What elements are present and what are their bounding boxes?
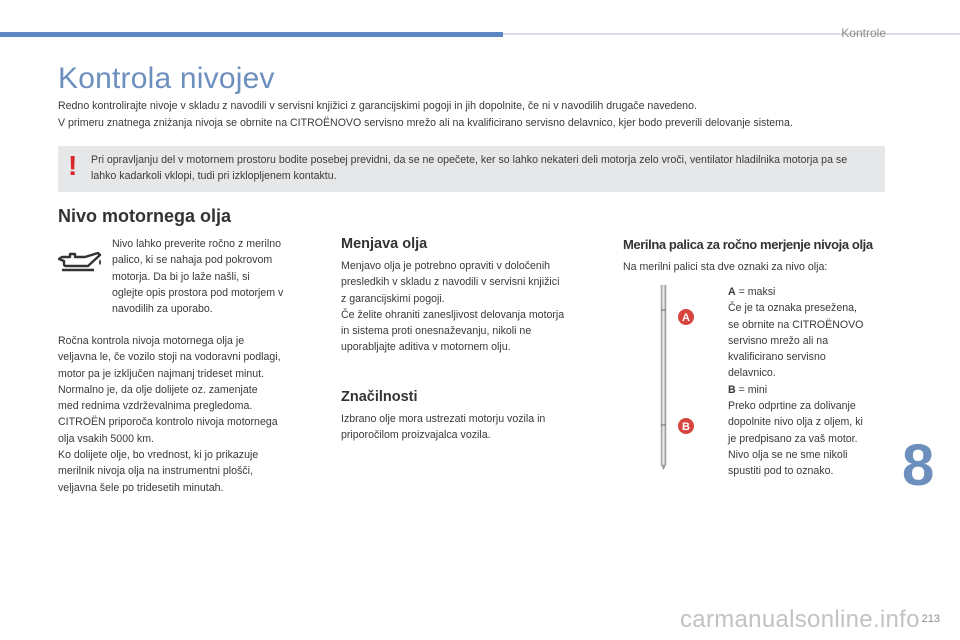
text-line: spustiti pod to oznako. xyxy=(728,465,834,478)
heading-characteristics: Značilnosti xyxy=(341,389,418,405)
chapter-number: 8 xyxy=(902,433,935,498)
text-line: se obrnite na CITROËNOVO xyxy=(728,318,864,331)
text-line: Izbrano olje mora ustrezati motorju vozila in xyxy=(341,413,546,425)
text-span: = mini xyxy=(735,383,768,396)
text-line: motor pa je izključen najmanj trideset minut. xyxy=(58,367,265,380)
text-line: priporočilom proizvajalca vozila. xyxy=(341,429,491,442)
marker-a-letter: A xyxy=(728,286,736,298)
text-line: motorja. Da bi jo laže našli, si xyxy=(112,270,250,283)
text-span: = maksi xyxy=(735,286,776,298)
text-line: z garancijskimi pogoji. xyxy=(341,292,445,305)
text-line: olja vsakih 5000 km. xyxy=(58,432,154,445)
oil-can-icon xyxy=(58,248,104,274)
marker-a-line xyxy=(728,284,898,300)
header-accent-bar xyxy=(0,32,503,37)
engine-oil-body xyxy=(58,333,323,496)
text-line: CITROËN priporoča kontrolo nivoja motornega xyxy=(58,416,278,429)
text-line: veljavna le, če vozilo stoji na vodoravni podlagi, xyxy=(58,351,281,364)
text-line: merilnik nivoja olja na instrumentni plošči, xyxy=(58,465,253,478)
text-line: Ko dolijete olje, bo vrednost, ki jo prikazuje xyxy=(58,449,259,462)
text-line: dopolnite nivo olja z oljem, ki xyxy=(728,416,863,429)
marker-a-label: A xyxy=(682,312,690,324)
text-line: uporabljajte aditiva v motornem olju. xyxy=(341,341,511,354)
header-divider xyxy=(503,33,960,35)
text-line: je predpisano za vaš motor. xyxy=(728,432,858,445)
oil-change-body xyxy=(341,258,606,356)
section-label: Kontrole xyxy=(841,26,886,40)
text-line: servisno mrežo ali na xyxy=(728,334,829,347)
text-line: Nivo olja se ne sme nikoli xyxy=(728,448,848,461)
intro-line-1: Redno kontrolirajte nivoje v skladu z navodili v servisni knjižici z garancijskimi pogoji in jih dopolnite, če ni v navodilih drugače navedeno. xyxy=(58,100,697,112)
text-line: palico, ki se nahaja pod pokrovom xyxy=(112,254,273,267)
dipstick-intro: Na merilni palici sta dve oznaki za nivo olja: xyxy=(623,261,828,273)
text-line: Menjavo olja je potrebno opraviti v določenih xyxy=(341,260,551,272)
text-line: Ročna kontrola nivoja motornega olja je xyxy=(58,335,245,347)
text-line: Preko odprtine za dolivanje xyxy=(728,400,856,413)
warning-exclamation-icon: ! xyxy=(68,150,78,181)
text-line: in sistema proti onesnaževanju, nikoli ne xyxy=(341,325,532,338)
heading-oil-change: Menjava olja xyxy=(341,236,428,252)
watermark: carmanualsonline.info xyxy=(680,606,920,633)
intro-line-2: V primeru znatnega zniżanja nivoja se obrnite na CITROËNOVO servisno mrežo ali na kvalificirano servisno delavnico, kjer bodo preverili delovanje sistema. xyxy=(58,117,793,129)
page-title: Kontrola nivojev xyxy=(58,62,275,95)
marker-b-badge xyxy=(678,418,694,434)
text-line: Nivo lahko preverite ročno z merilno xyxy=(112,238,281,250)
dipstick-illustration xyxy=(655,285,697,470)
marker-a-badge xyxy=(678,309,694,325)
marker-b-letter: B xyxy=(728,383,736,396)
heading-engine-oil-level: Nivo motornega olja xyxy=(58,206,232,226)
text-line: Normalno je, da olje dolijete oz. zamenjate xyxy=(58,383,258,396)
text-line: med rednima vzdrževalnima pregledoma. xyxy=(58,400,253,413)
marker-b-label: B xyxy=(682,421,690,433)
engine-oil-intro xyxy=(112,236,322,317)
intro-text xyxy=(58,98,908,132)
dipstick-markers-text xyxy=(728,284,898,480)
text-line: veljavna šele po tridesetih minutah. xyxy=(58,481,224,494)
text-line: navodilih za uporabo. xyxy=(112,303,213,316)
text-line: oglejte opis prostora pod motorjem v xyxy=(112,286,284,299)
marker-b-line xyxy=(728,382,898,398)
page-number: 213 xyxy=(921,613,940,625)
text-line: delavnico. xyxy=(728,367,776,380)
text-line: Če je ta oznaka presežena, xyxy=(728,302,857,315)
text-line: Če želite ohraniti zanesljivost delovanja motorja xyxy=(341,308,565,321)
characteristics-body xyxy=(341,411,606,444)
warning-text: Pri opravljanju del v motornem prostoru bodite posebej previdni, da se ne opečete, ker so lahko nekateri deli motorja zelo vroči, ventilator hladilnika motorja pa se lahko kadarkoli vklopi, tudi pri izklopljenem kontaktu. xyxy=(91,154,848,182)
chapter-tab xyxy=(888,432,960,512)
text-line: presledkih v skladu z navodili v servisni knjižici xyxy=(341,276,560,289)
text-line: kvalificirano servisno xyxy=(728,351,826,364)
heading-dipstick: Merilna palica za ročno merjenje nivoja olja xyxy=(623,237,873,252)
warning-box xyxy=(58,146,885,192)
